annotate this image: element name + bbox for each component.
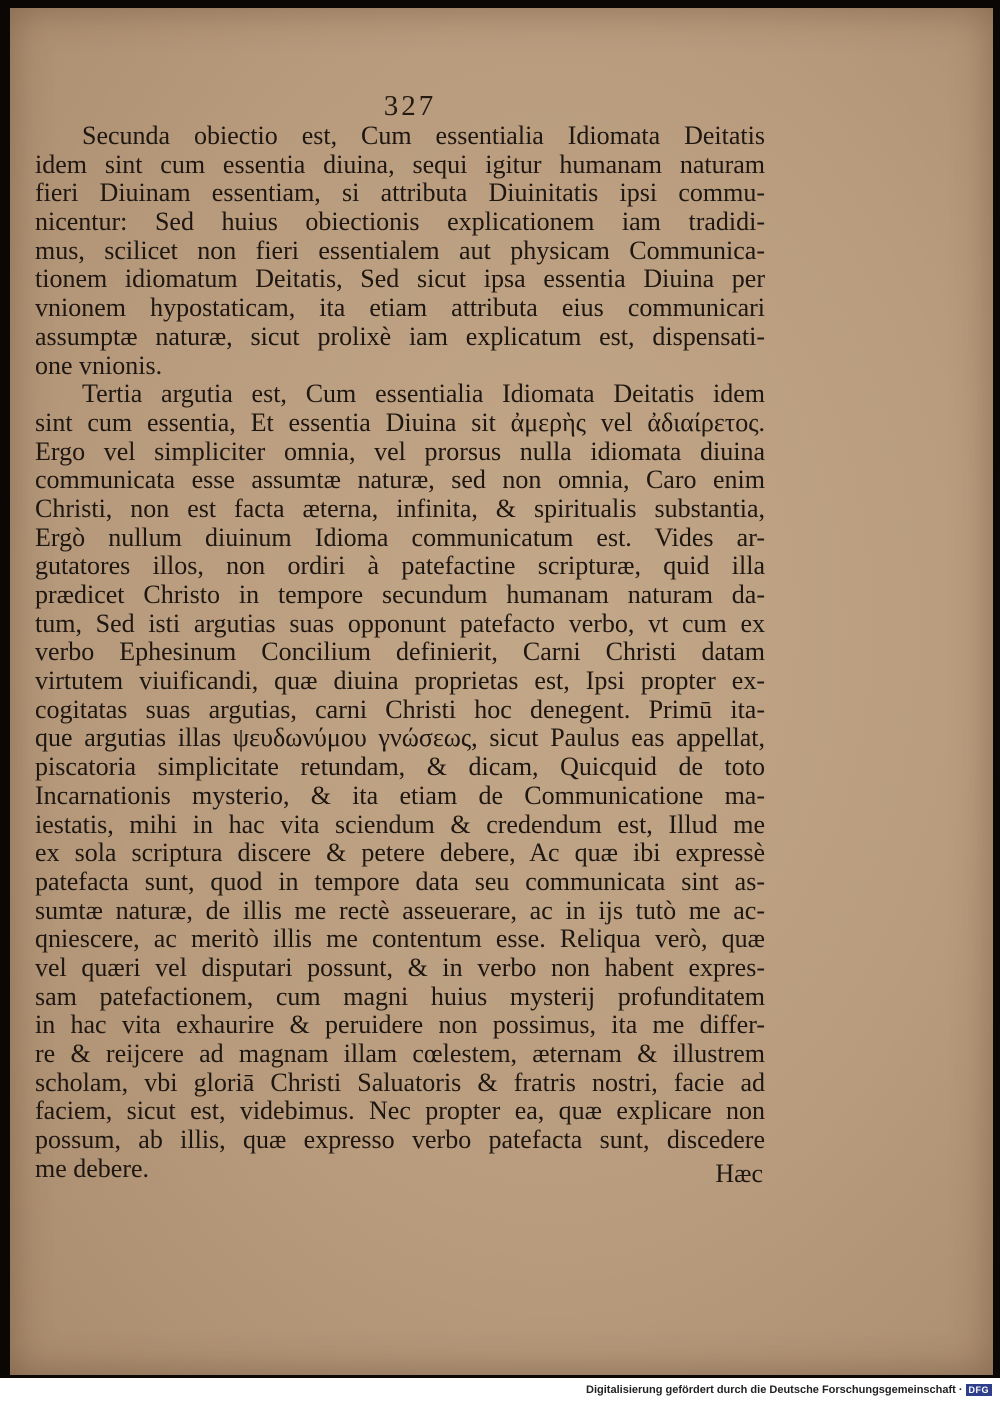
footer-credit — [586, 1384, 992, 1396]
text-line: sumtæ naturæ, de illis me rectè asseuerare, ac in ijs tutò me ac- — [35, 895, 765, 925]
book-page — [10, 8, 993, 1375]
text-line: tionem idiomatum Deitatis, Sed sicut ipsa essentia Diuina per — [35, 264, 765, 294]
text-line: iestatis, mihi in hac vita sciendum & credendum est, Illud me — [35, 809, 765, 839]
text-line: possum, ab illis, quæ expresso verbo patefacta sunt, discedere — [35, 1125, 765, 1155]
text-line: re & reijcere ad magnam illam cœlestem, æternam & illustrem — [35, 1039, 765, 1068]
catchword: Hæc — [715, 1159, 763, 1188]
text-line: sint cum essentia, Et essentia Diuina sit ἀμερὴς vel ἀδιαίρετος. — [35, 407, 765, 437]
body-text — [35, 122, 765, 1183]
text-line: gutatores illos, non ordiri à patefactine scripturæ, quid illa — [35, 551, 765, 581]
footer-text: Digitalisierung gefördert durch die Deutsche Forschungsgemeinschaft — [586, 1384, 956, 1396]
text-line: scholam, vbi gloriā Christi Saluatoris & fratris nostri, facie ad — [35, 1067, 765, 1097]
text-line: Secunda obiectio est, Cum essentialia Idiomata Deitatis — [82, 121, 765, 150]
text-line: prædicet Christo in tempore secundum humanam naturam da- — [35, 580, 765, 609]
text-line: in hac vita exhaurire & peruidere non possimus, ita me differ- — [35, 1010, 765, 1040]
text-line: assumptæ naturæ, sicut prolixè iam explicatum est, dispensati- — [35, 321, 765, 351]
text-line: vel quæri vel disputari possunt, & in verbo non habent expres- — [35, 952, 765, 982]
text-line: Christi, non est facta æterna, infinita, & spiritualis substantia, — [35, 493, 765, 523]
text-line: verbo Ephesinum Concilium definierit, Carni Christi datam — [35, 637, 765, 667]
text-line: faciem, sicut est, videbimus. Nec propter ea, quæ explicare non — [35, 1096, 765, 1126]
text-line: qniescere, ac meritò illis me contentum esse. Reliqua verò, quæ — [35, 924, 765, 954]
text-line: Tertia argutia est, Cum essentialia Idiomata Deitatis idem — [82, 379, 765, 409]
text-line: me debere. — [35, 1153, 150, 1183]
text-line: virtutem viuificandi, quæ diuina proprietas est, Ipsi propter ex- — [35, 666, 765, 696]
text-line: communicata esse assumtæ naturæ, sed non omnia, Caro enim — [35, 465, 765, 495]
text-line: ex sola scriptura discere & petere debere, Ac quæ ibi expressè — [35, 838, 765, 868]
text-line: one vnionis. — [35, 350, 163, 380]
text-line: nicentur: Sed huius obiectionis explicationem iam tradidi- — [35, 207, 765, 237]
text-line: cogitatas suas argutias, carni Christi hoc denegent. Primū ita- — [35, 694, 765, 724]
text-line: sam patefactionem, cum magni huius mysterij profunditatem — [35, 981, 765, 1011]
text-line: que argutias illas ψευδωνύμου γνώσεως, sicut Paulus eas appellat, — [35, 723, 765, 753]
text-line: mus, scilicet non fieri essentialem aut physicam Communica- — [35, 235, 765, 265]
dfg-logo: DFG — [966, 1384, 993, 1396]
text-line: piscatoria simplicitate retundam, & dicam, Quicquid de toto — [35, 752, 765, 782]
separator-dot: · — [958, 1384, 963, 1396]
text-line: Incarnationis mysterio, & ita etiam de Communicatione ma- — [35, 780, 765, 810]
text-line: Ergo vel simpliciter omnia, vel prorsus nulla idiomata diuina — [35, 436, 765, 466]
text-line: Ergò nullum diuinum Idioma communicatum est. Vides ar- — [35, 522, 765, 552]
text-line: idem sint cum essentia diuina, sequi igitur humanam naturam — [35, 149, 765, 179]
text-line: tum, Sed isti argutias suas opponunt patefacto verbo, vt cum ex — [35, 608, 765, 638]
text-line: vnionem hypostaticam, ita etiam attributa eius communicari — [35, 293, 765, 323]
page-number: 327 — [383, 90, 437, 122]
text-line: patefacta sunt, quod in tempore data seu communicata sint as- — [35, 866, 765, 896]
text-line: fieri Diuinam essentiam, si attributa Diuinitatis ipsi commu- — [35, 178, 765, 208]
